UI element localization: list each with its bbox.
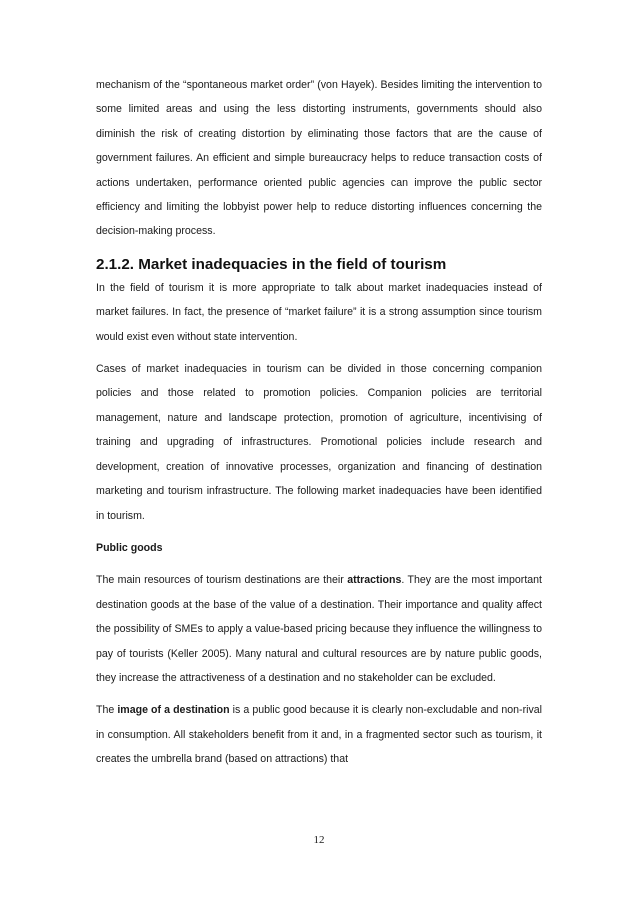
paragraph-cases: Cases of market inadequacies in tourism can be divided in those concerning companion policies and those related to promotion policies. Companion policies are territorial management, nature and landscape protection, promotion of agriculture, incentivising of training and upgrading of infrastructures. Promotional policies include research and development, creation of innovative processes, organization and financing of destination marketing and tourism infrastructure. The following market inadequacies have been identified in tourism. [96, 363, 542, 522]
paragraph-attractions [96, 568, 542, 690]
paragraph-intro: In the field of tourism it is more appropriate to talk about market inadequacies instead of market failures. In fact, the presence of “market failure” it is a strong assumption since tourism would exist even without state intervention. [96, 281, 542, 343]
section-heading: 2.1.2. Market inadequacies in the field of tourism [96, 255, 447, 273]
page-number: 12 [313, 834, 325, 846]
attractions-text-after: . They are the most important destination goods at the base of the value of a destination. Their importance and quality affect the possibility of SMEs to apply a value-based pricing because they influence the willingness to pay of tourists (Keller 2005). Many natural and cultural resources are by nature public goods, they increase the attractiveness of a destination and no stakeholder can be excluded. [96, 574, 542, 684]
image-text-after: is a public good because it is clearly non-excludable and non-rival in consumption. All stakeholders benefit from it and, in a fragmented sector such as tourism, it creates the umbrella brand (based on attractions) that [96, 704, 543, 766]
page-body [96, 73, 542, 780]
image-text-before: The [96, 704, 118, 717]
attractions-text-before: The main resources of tourism destinations are their [96, 574, 348, 587]
subheading-public-goods: Public goods [96, 541, 163, 554]
paragraph-image-destination [96, 698, 542, 771]
attractions-bold-term: attractions [347, 574, 402, 587]
paragraph-continuation: mechanism of the “spontaneous market order” (von Hayek). Besides limiting the intervention to some limited areas and using the less distorting instruments, governments should also diminish the risk of creating distortion by eliminating those factors that are the cause of government failures. An efficient and simple bureaucracy helps to reduce transaction costs of actions undertaken, performance oriented public agencies can improve the public sector efficiency and limiting the lobbyist power help to reduce distorting influences concerning the decision-making process. [96, 79, 542, 238]
image-bold-term: image of a destination [117, 704, 230, 717]
